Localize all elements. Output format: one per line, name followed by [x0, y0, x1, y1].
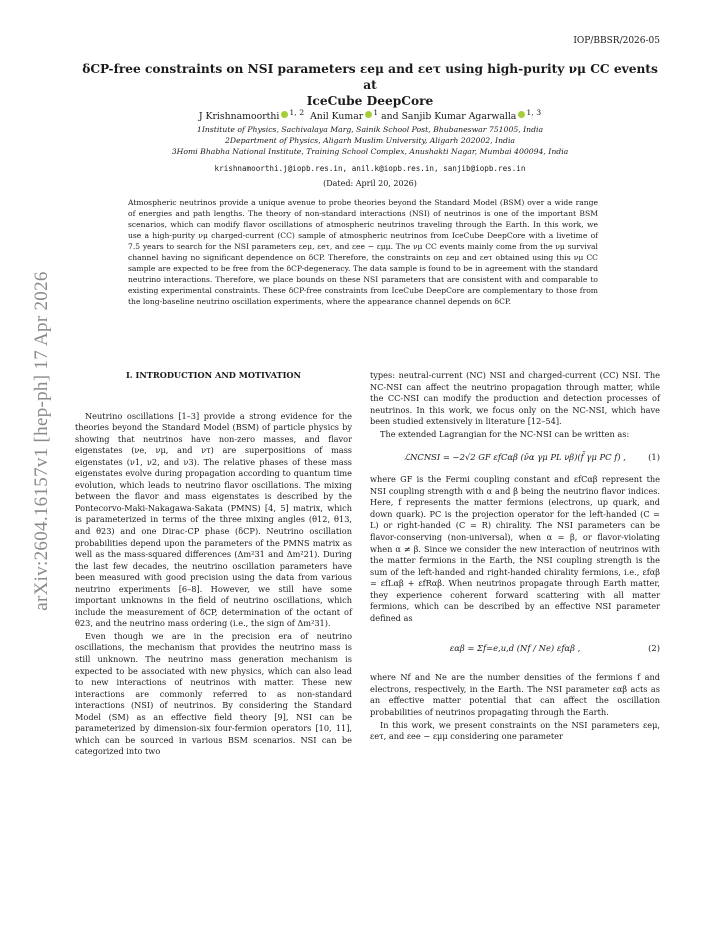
equation-2-number: (2) — [648, 642, 660, 653]
author-name: Anil Kumar — [310, 111, 364, 123]
author-affil-sup: 1, 3 — [526, 108, 542, 117]
body-paragraph: types: neutral-current (NC) NSI and charged-current (CC) NSI. The NC-NSI can affect the neutrino propagation through matter, while the CC-NSI can modify the production and detection processes of neutrinos. In this work, we focus only on the NC-NSI, which have been studied extensively in literature [12–54]. — [370, 370, 660, 427]
affiliation: 3Homi Bhabha National Institute, Training School Complex, Anushakti Nagar, Mumbai 400094, India — [171, 147, 569, 156]
date-line: (Dated: April 20, 2026) — [323, 179, 417, 188]
email-addresses[interactable]: krishnamoorthi.j@iopb.res.in, anil.k@iopb.res.in, sanjib@iopb.res.in — [214, 164, 526, 173]
orcid-icon[interactable] — [281, 111, 288, 118]
body-paragraph: where GF is the Fermi coupling constant and εfCαβ represent the NSI coupling strength with α and β being the neutrino flavor indices. Here, f represents the matter fermions (electrons, up quark, and down quark). PC is the projection operator for the left-handed (C = L) or right-handed (C = R) chirality. The NSI parameters can be flavor-conserving (non-universal), when α = β, or flavor-violating when α ≠ β. Since we consider the new interaction of neutrinos with the matter fermions in the Earth, the NSI coupling strength is the sum of the left-handed and right-handed chirality fermions, i.e., εfαβ = εfLαβ + εfRαβ. When neutrinos propagate through Earth matter, they experience coherent forward scattering with all matter fermions, which can be described by an effective NSI parameter defined as — [370, 474, 660, 623]
author-name: J Krishnamoorthi — [198, 111, 280, 123]
affiliation-list — [80, 124, 660, 157]
orcid-icon[interactable] — [365, 111, 372, 118]
body-paragraph: The extended Lagrangian for the NC-NSI can be written as: — [380, 428, 630, 439]
equation-2 — [370, 634, 660, 662]
equation-1 — [370, 448, 660, 466]
author-list — [80, 106, 660, 123]
left-column — [75, 370, 352, 758]
title-line-1: δCP-free constraints on NSI parameters εeμ and εeτ using high-purity νμ CC events at — [82, 62, 658, 92]
affiliation: 2Department of Physics, Aligarh Muslim University, Aligarh 202002, India — [225, 136, 515, 145]
affiliation: 1Institute of Physics, Sachivalaya Marg, Sainik School Post, Bhubaneswar 751005, India — [196, 125, 544, 134]
report-number: IOP/BBSR/2026-05 — [573, 36, 660, 46]
abstract: Atmospheric neutrinos provide a unique avenue to probe theories beyond the Standard Model (BSM) over a wide range of energies and path lengths. The theory of non-standard interactions (NSI) of neutrinos is one of the important BSM scenarios, which can modify flavor oscillations of atmospheric neutrinos traveling through the Earth. In this work, we use a high-purity νμ charged-current (CC) sample of atmospheric neutrinos from IceCube DeepCore with a livetime of 7.5 years to search for the NSI parameters εeμ, εeτ, and εee − εμμ. The νμ CC events mainly come from the νμ survival channel having no significant dependence on δCP. Therefore, the constraints on εeμ and εeτ obtained using this νμ CC sample are expected to be free from the δCP-degeneracy. The data sample is found to be in agreement with the standard neutrino interactions. Therefore, we place bounds on these NSI parameters that are consistent with and comparable to existing experimental constraints. These δCP-free constraints from IceCube DeepCore are complementary to those from the long-baseline neutrino oscillation experiments, where the appearance channel depends on δCP. — [128, 198, 598, 307]
author-joiner: and — [381, 111, 399, 123]
body-paragraph: where Nf and Ne are the number densities of the fermions f and electrons, respectively, in the Earth. The NSI parameter εαβ acts as an effective matter potential that can affect the oscillation probabilities of neutrinos propagating through the Earth. — [370, 672, 660, 718]
body-paragraph: Even though we are in the precision era of neutrino oscillations, the mechanism that provides the neutrino mass is still unknown. The neutrino mass generation mechanism is expected to be associated with new physics, which can also lead to new interactions of neutrinos with matter. These new interactions are commonly referred to as non-standard interactions (NSI) of neutrinos. By considering the Standard Model (SM) as an effective field theory [9], NSI can be parameterized by dimension-six four-fermion operators [10, 11], which can be sourced in various BSM scenarios. NSI can be categorized into two — [75, 630, 352, 757]
author-affil-sup: 1, 2 — [289, 108, 305, 117]
equation-2-body: εαβ = Σf=e,u,d (Nf / Ne) εfαβ , — [449, 642, 581, 653]
arxiv-side-stamp: arXiv:2604.16157v1 [hep-ph] 17 Apr 2026 — [31, 271, 52, 611]
right-column — [370, 370, 660, 743]
title-line-2: IceCube DeepCore — [306, 94, 434, 108]
body-paragraph: In this work, we present constraints on the NSI parameters εeμ, εeτ, and εee − εμμ considering one parameter — [370, 719, 660, 742]
author-affil-sup: 1 — [373, 108, 379, 117]
body-paragraph: Neutrino oscillations [1–3] provide a strong evidence for the theories beyond the Standard Model (BSM) of particle physics by showing that neutrinos have non-zero masses, and flavor eigenstates (νe, νμ, and ντ) are superpositions of mass eigenstates (ν1, ν2, and ν3). The relative phases of these mass eigenstates evolve during propagation according to quantum time evolution, which leads to neutrino flavor oscillations. The mixing between the flavor and mass eigenstates is described by the Pontecorvo-Maki-Nakagawa-Sakata (PMNS) [4, 5] matrix, which is parameterized in terms of the three mixing angles (θ12, θ13, and θ23) and one Dirac-CP phase (δCP). Neutrino oscillation probabilities depend upon the parameters of the PMNS matrix as well as the mass-squared differences (Δm²31 and Δm²21). During the last few decades, the neutrino oscillation parameters have been measured with good precision using the data from various neutrino experiments [6–8]. However, we still have some important unknowns in the field of neutrino oscillations, which include the measurement of δCP, determination of the octant of θ23, and the neutrino mass ordering (i.e., the sign of Δm²31). — [75, 410, 352, 629]
orcid-icon[interactable] — [518, 111, 525, 118]
section-heading: I. INTRODUCTION AND MOTIVATION — [125, 370, 302, 380]
paper-title — [80, 61, 660, 109]
equation-1-number: (1) — [648, 451, 660, 462]
equation-1-body: ℒNCNSI = −2√2 GF εfCαβ (ν̄α γμ PL νβ)(f̄ γμ PC f) , — [404, 451, 626, 462]
author-name: Sanjib Kumar Agarwalla — [401, 111, 517, 123]
